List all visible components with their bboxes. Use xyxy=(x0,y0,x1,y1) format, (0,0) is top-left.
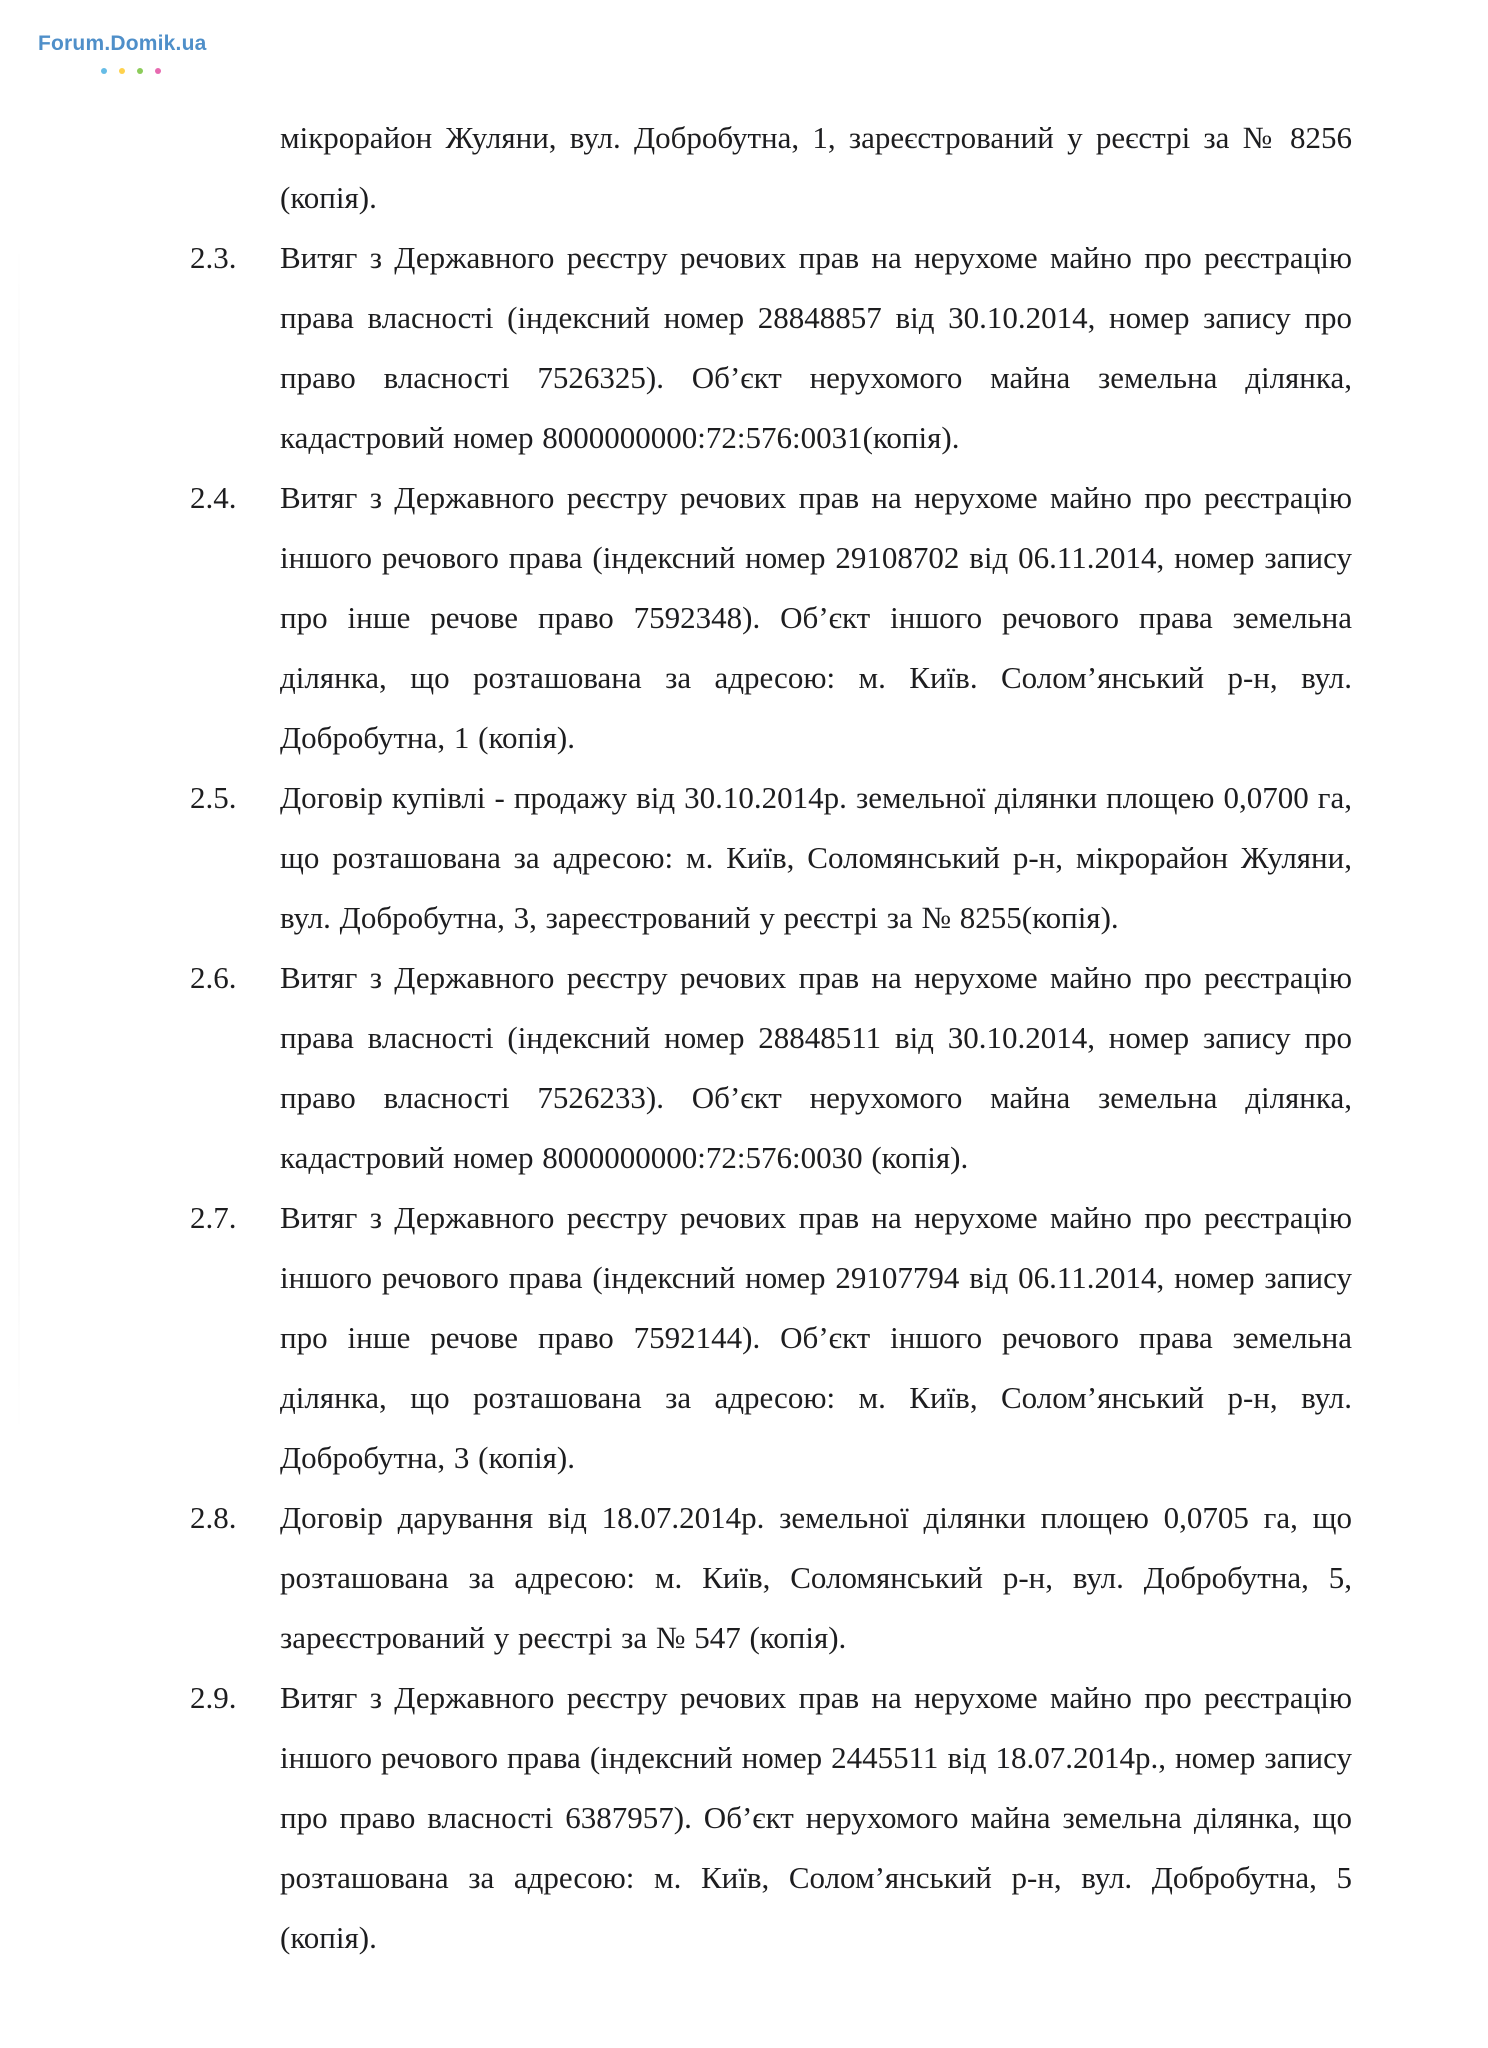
intro-paragraph: мікрорайон Жуляни, вул. Добробутна, 1, зареєстрований у реєстрі за № 8256 (копія). xyxy=(280,120,1352,215)
list-item-2-7 xyxy=(190,1188,1352,1488)
item-number: 2.6. xyxy=(190,960,237,995)
item-text: Договір купівлі - продажу від 30.10.2014р. земельної ділянки площею 0,0700 га, що розташована за адресою: м. Київ, Соломянський р-н, мікрорайон Жуляни, вул. Добробутна, 3, зареєстрований у реєстрі за № 8255(копія). xyxy=(280,780,1352,935)
item-text: Витяг з Державного реєстру речових прав на нерухоме майно про реєстрацію іншого речового права (індексний номер 29108702 від 06.11.2014, номер запису про інше речове право 7592348). Об’єкт іншого речового права земельна ділянка, що розташована за адресою: м. Київ. Солом’янський р-н, вул. Добробутна, 1 (копія). xyxy=(280,480,1352,755)
watermark-dot xyxy=(119,68,125,74)
list-item-2-4 xyxy=(190,468,1352,768)
list-item-2-8 xyxy=(190,1488,1352,1668)
item-text: Витяг з Державного реєстру речових прав на нерухоме майно про реєстрацію права власності (індексний номер 28848511 від 30.10.2014, номер запису про право власності 7526233). Об’єкт нерухомого майна земельна ділянка, кадастровий номер 8000000000:72:576:0030 (копія). xyxy=(280,960,1352,1175)
item-text: Витяг з Державного реєстру речових прав на нерухоме майно про реєстрацію іншого речового права (індексний номер 2445511 від 18.07.2014р., номер запису про право власності 6387957). Об’єкт нерухомого майна земельна ділянка, що розташована за адресою: м. Київ, Солом’янський р-н, вул. Добробутна, 5 (копія). xyxy=(280,1680,1352,1955)
watermark-dots xyxy=(101,61,173,69)
list-item-2-3 xyxy=(190,228,1352,468)
item-text: Витяг з Державного реєстру речових прав на нерухоме майно про реєстрацію іншого речового права (індексний номер 29107794 від 06.11.2014, номер запису про інше речове право 7592144). Об’єкт іншого речового права земельна ділянка, що розташована за адресою: м. Київ, Солом’янський р-н, вул. Добробутна, 3 (копія). xyxy=(280,1200,1352,1475)
watermark-logo: Forum.Domik.ua xyxy=(38,32,207,55)
list-item-2-6 xyxy=(190,948,1352,1188)
item-number: 2.3. xyxy=(190,240,237,275)
list-item-2-5 xyxy=(190,768,1352,948)
document-body xyxy=(0,108,1488,1968)
item-number: 2.7. xyxy=(190,1200,237,1235)
item-number: 2.4. xyxy=(190,480,237,515)
list-item-2-9 xyxy=(190,1668,1352,1968)
item-number: 2.8. xyxy=(190,1500,237,1535)
item-number: 2.5. xyxy=(190,780,237,815)
watermark-dot xyxy=(137,68,143,74)
watermark-dot xyxy=(155,68,161,74)
item-number: 2.9. xyxy=(190,1680,237,1715)
watermark-dot xyxy=(101,68,107,74)
item-text: Договір дарування від 18.07.2014р. земельної ділянки площею 0,0705 га, що розташована за адресою: м. Київ, Соломянський р-н, вул. Добробутна, 5, зареєстрований у реєстрі за № 547 (копія). xyxy=(280,1500,1352,1655)
item-text: Витяг з Державного реєстру речових прав на нерухоме майно про реєстрацію права власності (індексний номер 28848857 від 30.10.2014, номер запису про право власності 7526325). Об’єкт нерухомого майна земельна ділянка, кадастровий номер 8000000000:72:576:0031(копія). xyxy=(280,240,1352,455)
